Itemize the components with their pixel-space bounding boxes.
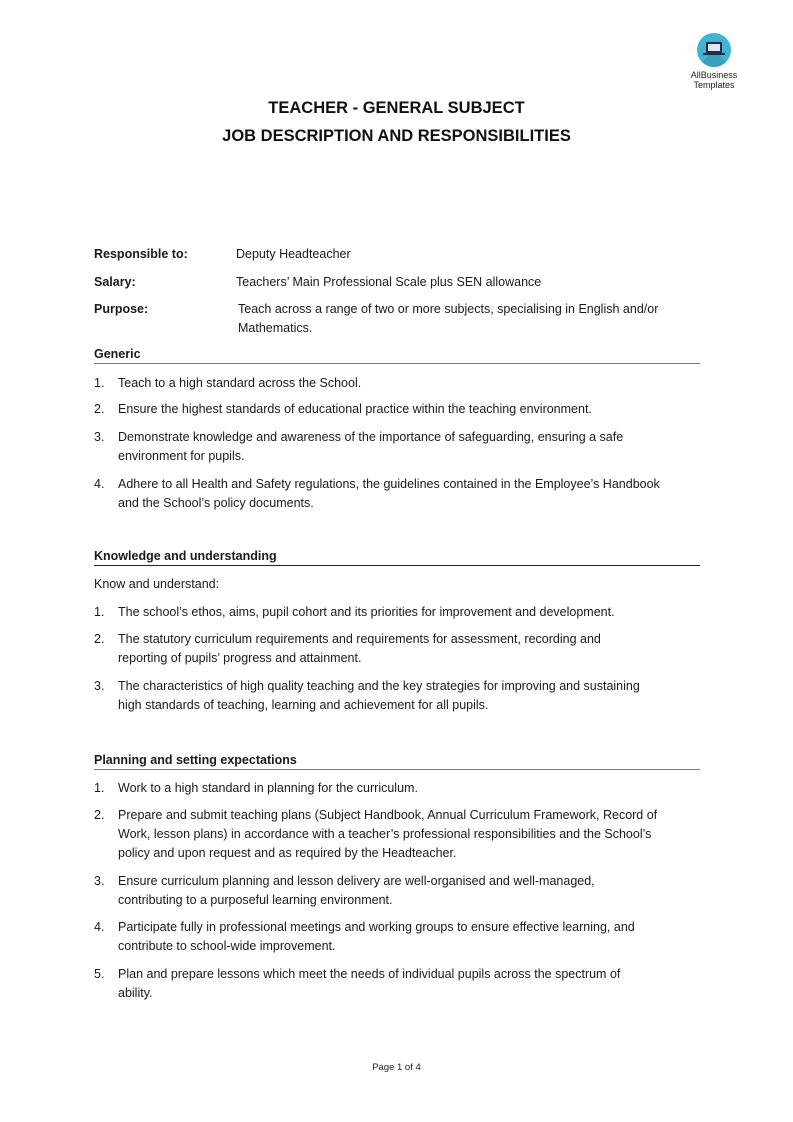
item-number: 1.: [94, 376, 105, 390]
item-number: 1.: [94, 605, 105, 619]
meta-value: Deputy Headteacher: [236, 247, 351, 261]
list-item: [94, 374, 704, 393]
section-intro: Know and understand:: [94, 577, 220, 591]
list-item: [94, 630, 704, 668]
item-text-line-1: The statutory curriculum requirements and requirements for assessment, recording and: [118, 632, 601, 646]
item-number: 1.: [94, 781, 105, 795]
item-number: 2.: [94, 808, 105, 822]
item-text-line-2: ability.: [118, 986, 153, 1000]
item-text-line-1: Participate fully in professional meetings and working groups to ensure effective learning, and: [118, 920, 635, 934]
list-item: [94, 779, 704, 798]
item-text-line-3: policy and upon request and as required by the Headteacher.: [118, 846, 457, 860]
meta-label: Salary:: [94, 275, 136, 289]
meta-value: Teachers’ Main Professional Scale plus SEN allowance: [236, 275, 542, 289]
item-text-line-2: contribute to school-wide improvement.: [118, 939, 336, 953]
item-number: 5.: [94, 967, 105, 981]
item-number: 4.: [94, 477, 105, 491]
item-text-line-2: high standards of teaching, learning and achievement for all pupils.: [118, 698, 489, 712]
section-heading-knowledge: Knowledge and understanding: [94, 549, 700, 566]
page-number: Page 1 of 4: [372, 1062, 421, 1073]
document-title-line-2: JOB DESCRIPTION AND RESPONSIBILITIES: [222, 127, 571, 145]
item-text-line-1: The characteristics of high quality teaching and the key strategies for improving and sustaining: [118, 679, 640, 693]
item-text-line-2: environment for pupils.: [118, 449, 245, 463]
list-item: [94, 475, 704, 513]
meta-value-line-2: Mathematics.: [238, 321, 313, 335]
list-item: [94, 965, 704, 1003]
logo-text: [686, 70, 742, 90]
item-number: 2.: [94, 632, 105, 646]
list-item: [94, 806, 704, 863]
item-text-line-2: contributing to a purposeful learning environment.: [118, 893, 393, 907]
document-title-line-1: TEACHER - GENERAL SUBJECT: [268, 99, 525, 117]
item-text: Ensure the highest standards of educational practice within the teaching environment.: [118, 402, 592, 416]
list-item: [94, 677, 704, 715]
item-text: Work to a high standard in planning for the curriculum.: [118, 781, 418, 795]
item-text-line-2: and the School’s policy documents.: [118, 496, 314, 510]
meta-label: Responsible to:: [94, 247, 188, 261]
meta-label: Purpose:: [94, 302, 149, 316]
list-item: [94, 603, 704, 622]
item-text-line-1: Adhere to all Health and Safety regulations, the guidelines contained in the Employee’s Handbook: [118, 477, 660, 491]
item-number: 2.: [94, 402, 105, 416]
section-heading-planning: Planning and setting expectations: [94, 753, 700, 770]
list-item: [94, 872, 704, 910]
logo-line-2: Templates: [693, 80, 735, 90]
laptop-icon: [697, 33, 731, 67]
item-text-line-1: Plan and prepare lessons which meet the needs of individual pupils across the spectrum of: [118, 967, 621, 981]
item-number: 3.: [94, 430, 105, 444]
item-text: The school’s ethos, aims, pupil cohort and its priorities for improvement and development.: [118, 605, 615, 619]
list-item: [94, 918, 704, 956]
list-item: [94, 400, 704, 419]
item-number: 4.: [94, 920, 105, 934]
item-text-line-1: Demonstrate knowledge and awareness of the importance of safeguarding, ensuring a safe: [118, 430, 624, 444]
item-text-line-1: Ensure curriculum planning and lesson delivery are well-organised and well-managed,: [118, 874, 595, 888]
item-text: Teach to a high standard across the School.: [118, 376, 362, 390]
item-text-line-1: Prepare and submit teaching plans (Subject Handbook, Annual Curriculum Framework, Record of: [118, 808, 658, 822]
section-heading-generic: Generic: [94, 347, 700, 364]
item-text-line-2: Work, lesson plans) in accordance with a teacher’s professional responsibilities and the School’s: [118, 827, 652, 841]
allbusiness-templates-logo: [686, 33, 742, 90]
meta-value-line-1: Teach across a range of two or more subjects, specialising in English and/or: [238, 302, 659, 316]
list-item: [94, 428, 704, 466]
logo-line-1: AllBusiness: [690, 70, 738, 80]
item-number: 3.: [94, 874, 105, 888]
item-text-line-2: reporting of pupils’ progress and attainment.: [118, 651, 362, 665]
item-number: 3.: [94, 679, 105, 693]
